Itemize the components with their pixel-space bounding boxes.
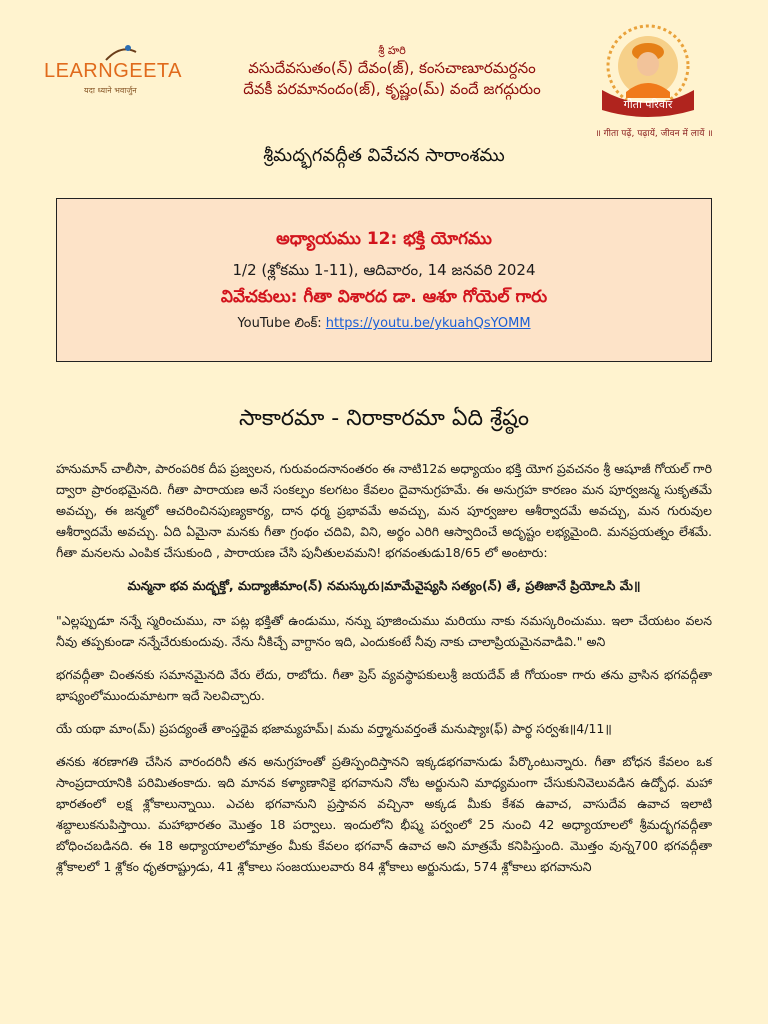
- youtube-line: [57, 313, 711, 335]
- youtube-label: YouTube లింక్:: [237, 316, 326, 331]
- paragraph-mahabharata: తనకు శరణాగతి చేసిన వారందరినీ తన అనుగ్రహంతో ప్రతిస్పందిస్తానని ఇక్కడభగవానుడు పేర్కొంటున్నారు. గీతా బోధన కేవలం ఒక సాంప్రదాయానికి పరిమితంకాదు. ఇది మానవ కళ్యాణానికై భగవానుని నోట అర్జునుని మాధ్యమంగా చేసుకునివెలువడిన ఉద్బోధ. మహా భారతంలో లక్ష శ్లోకాలున్నాయి. ఎచట భగవానుని ప్రస్తావన వచ్చినా అక్కడ మీకు కేశవ ఉవాచ, వాసుదేవ ఉవాచ ఇలాటి శబ్దాలుకనుపిస్తాయి. మహాభారతం మొత్తం 18 పర్వాలు. ఇందులోని భీష్మ పర్వంలో 25 నుంచి 42 అధ్యాయాలలో శ్రీమద్భగవద్గీతా బోధించబడినది. ఈ 18 అధ్యాయాలలోమాత్రం మీకు కేవలం భగవాన్ ఉవాచ అని మాత్రమే కనిపిస్తుంది. మొత్తం వున్న700 భగవద్గీతా శ్లోకాలలో 1 శ్లోకం ధృతరాష్ట్రుడు, 41 శ్లోకాలు సంజయులవారు 84 శ్లోకాలు అర్జునుడు, 574 శ్లోకాలు భగవానుని: [56, 754, 712, 874]
- document-title: శ్రీమద్భగవద్గీత వివేచన సారాంశము: [263, 145, 505, 166]
- invocation-line-1: వసుదేవసుతం(న్) దేవం(జ్), కంసచాణూరమర్దనం: [248, 59, 536, 77]
- flute-icon: [104, 42, 138, 64]
- logo-tagline: यदा ध्याने भवार्जुन: [84, 86, 137, 95]
- shloka-meaning: "ఎల్లప్పుడూ నన్నే స్మరించుము, నా పట్ల భక్తితో ఉండుము, నన్ను పూజించుము మరియు నాకు నమస్కరించుము. ఇలా చేయటం వలన నీవు తప్పకుండా నన్నేచేరుకుందువు. నేను నీకిచ్చే వాగ్దానం ఇది, ఎందుకంటే నీవు నాకు చాలాప్రియమైనవాడివి." అని: [56, 613, 712, 649]
- chapter-heading: అధ్యాయము 12: భక్తి యోగము: [276, 229, 492, 249]
- shloka-4-11: యే యథా మాం(మ్) ప్రపద్యంతే తాంస్తథైవ భజామ్యహమ్। మమ వర్త్మానువర్తంతే మనుష్యాః(ఫ్) పార్థ సర్వశః॥4/11॥: [56, 721, 612, 736]
- header-invocation-block: [200, 44, 584, 100]
- speaker-line: వివేచకులు: గీతా విశారద డా. ఆశూ గోయెల్ గారు: [220, 287, 548, 307]
- session-details: 1/2 (శ్లోకము 1-11), ఆదివారం, 14 జనవరి 2024: [232, 261, 536, 279]
- chapter-info-box: [56, 198, 712, 362]
- paragraph-gita-press: భగవద్గీతా చింతనకు సమానమైనది వేరు లేదు, రాబోదు. గీతా ప్రెస్ వ్యవస్థాపకులుశ్రీ జయదేవ్ జీ గోయంకా గారు తను వ్రాసిన భగవద్గీతా భాష్యంలోముందుమాటగా ఇదే సెలవిచ్చారు.: [56, 667, 712, 703]
- logo-banner-text: गीता परिवार: [623, 98, 673, 111]
- youtube-link[interactable]: https://youtu.be/ykuahQsYOMM: [325, 316, 531, 331]
- logo-motto: ॥ गीता पढ़ें, पढ़ायें, जीवन में लायें ॥: [595, 129, 713, 139]
- gita-parivar-logo: [588, 20, 720, 144]
- logo-wordmark: LEARNGEETA: [44, 60, 182, 82]
- invocation-line-2: దేవకీ పరమానందం(జ్), కృష్ణం(మ్) వందే జగద్గురుం: [243, 80, 541, 98]
- shloka-18-65: మన్మనా భవ మద్భక్తో, మద్యాజీమాం(న్) నమస్కురు।మామేవైష్యసి సత్యం(న్) తే, ప్రతిజానే ప్రియోఽసి మే॥: [127, 578, 641, 593]
- body-content: [56, 458, 712, 889]
- learngeeta-logo: [44, 60, 202, 108]
- section-heading: సాకారమా - నిరాకారమా ఏది శ్రేష్ఠం: [239, 406, 529, 431]
- paragraph-intro: హనుమాన్ చాలీసా, పారంపరిక దీప ప్రజ్వలన, గురువందనానంతరం ఈ నాటి12వ అధ్యాయం భక్తి యోగ ప్రవచనం శ్రీ ఆషూజీ గోయల్ గారి ద్వారా ప్రారంభమైనది. గీతా పారాయణ అనే సంకల్పం కలగటం కేవలం దైవానుగ్రహమే. ఈ అనుగ్రహ కారణం మన పూర్వజన్మ సుకృతమే అవచ్చు, ఈ జన్మలో ఆచరించినపుణ్యకార్య, దాన ధర్మ ప్రభావమే అవచ్చు, మన పూర్వజుల ఆశీర్వాదమే అవచ్చు, మన గురువుల ఆశీర్వాదమే అవచ్చు. ఏది ఏమైనా మనకు గీతా గ్రంథం చదివి, విని, అర్థం ఎరిగి ఆస్వాదించే అదృష్టం లభ్యమైంది. మనప్రయత్నం లేశమే. గీతా మనలను ఎంపిక చేసుకుంది , పారాయణ చేసి పునీతులవమని! భగవంతుడు18/65 లో అంటారు:: [56, 461, 712, 560]
- invocation-text: శ్రీ హరి: [378, 44, 406, 57]
- gita-parivar-emblem: [588, 20, 708, 124]
